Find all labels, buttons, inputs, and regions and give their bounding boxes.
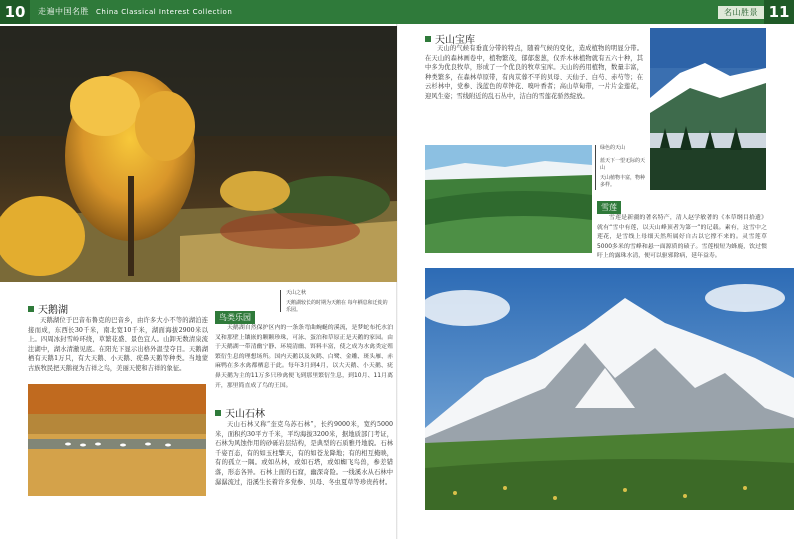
niaolei-leyuan-tag: 鸟类乐园: [215, 311, 255, 324]
tianshan-shilin-body: 天山石林又称“奎克乌苏石林”，长约9000米，宽约5000米，面积约30平方千米，平均海拔3200米，据地质部门考证，石林为风蚀作用的砂砾岩层结构，是典型的石质雅丹地貌。石林千姿百态，有的如玉柱擎天，有的如苍龙降地；有的相互掩映，有的孤立一隅。或如丛林，或如石塔，或如蜘飞鸟兽，参差错落，形态各异。石林上面的石窟，幽深奇险。一线溪水从石林中潺潺流过，沿溪生长着许多党参、贝母、冬虫夏草等珍贵药材。: [215, 421, 393, 486]
tianshan-baoku-title-text: 天山宝库: [435, 35, 475, 46]
swan-lake-photo: [28, 384, 206, 496]
right-page-number: 11: [764, 0, 794, 24]
green-grassland-photo: [425, 145, 592, 253]
tiane-hu-title-text: 天鹅湖: [38, 305, 68, 316]
tiane-hu-photo-caption: 天山之秋: [286, 290, 307, 296]
left-page-number: 10: [0, 0, 30, 24]
caption-pointer-line: [280, 290, 281, 312]
snow-mountain-forest-photo: [650, 28, 766, 190]
xuelian-tag: 雪莲: [597, 201, 621, 214]
tiane-hu-title: [28, 301, 68, 316]
autumn-forest-photo: [0, 26, 397, 282]
tianshan-baoku-body: 天山的气候有垂直分带的特点，随着气候的变化，造成植物的明显分带。在天山的森林画卷中，植物繁茂，郁郁葱葱，仅乔木林植物就有五六十种，其中多为优良牧草，形成了一个优良的牧草宝库。天山的药用植物，数量丰富，种类繁多，在森林草原带，有肉苁蓉不平的贝母、天仙子、白芍、赤芍等；在云杉林中，党参、浅蓝色的草钟花、嗅叶香者；高山草甸带，一片片金莲花，迎风生姿；雪线附近的乱石丛中，洁白的雪莲花骄然绽放。: [425, 45, 643, 100]
autumn-forest-illustration: [0, 26, 397, 282]
tiane-hu-note-caption: 天鹅湖较长的时期为天鹅在 每年栖息和迁徙的乐园。: [286, 300, 388, 313]
snow-peak-meadow-illustration: [425, 268, 794, 510]
caption-pointer-line: [595, 145, 596, 190]
section-marker-icon: [28, 306, 34, 312]
tiane-hu-body: 天鹅湖位于巴音布鲁克的巴音乡，由许多大小不等的湖泊连接而成，东西长30千米，南北宽10千米，湖面海拔2900米以上。四周冰封雪岭环绕，草繁花盛、景色宜人。山卸无数清泉流注湖中，湖水清澈见底。在阳光下显示出格外温莹夺目。天鹅湖栖有天鹅1万只，有大天鹅、小天鹅、疣鼻天鹅等种类。当地蒙古族牧民把天鹅视为吉祥之鸟，美丽天使和吉祥的象征。: [28, 317, 208, 372]
xuelian-body: 雪莲是新疆的著名特产，清人赵学敏著的《本草纲目拾遗》就有“雪中有莲，以天山峰顶者为第一”的记载。素有，这雪中之莲花，是雪线上母细天然所属好自古以它撑不来的。灵雪莲草5000多米的雪峰和悬一面源质的碛子。雪莲根短为蜂鹿，饮过惯吁上的露珠水清，便可以驱邪除病，延年益寿。: [597, 215, 767, 260]
tianshan-shilin-title-text: 天山石林: [225, 409, 265, 420]
swan-lake-illustration: [28, 384, 206, 496]
tianshan-note-1: 绿色的天山: [600, 145, 626, 151]
left-header-title: [38, 6, 232, 17]
tianshan-shilin-title: [215, 405, 265, 420]
tianshan-note-2: 蓝天下一望无际的天山: [600, 158, 646, 171]
green-grassland-illustration: [425, 145, 592, 253]
left-header-title-cn: 走遍中国名胜: [38, 7, 89, 16]
snow-mountain-forest-illustration: [650, 28, 766, 190]
tianshan-note-3: 天山植物丰富，物种多样。: [600, 175, 646, 188]
snow-peak-meadow-photo: [425, 268, 794, 510]
section-marker-icon: [425, 36, 431, 42]
niaolei-leyuan-body: 天鹅湖自然保护区内的一条条弯曲蜿蜒的溪流，是梦蛇布托水泊叉和那壁上镶嵌的颗颗珍珠，可泳、蛋泊和草原正是天鹅的家园。由于天鹅湖一带清幽宁静、环境清幽、饵料丰富，使之成为水禽类定殖繁衍生息的理想场所。国内天鹅以及灰鹤、白鹭、金雕、斑头雁、赤麻鸭在多水禽都栖息于此。每年3月到4月，以大天鹅、小天鹅、疣鼻天鹅为主的11万多只珍禽便飞到那里繁衍生息，到10月、11月离开，那里简直成了鸟的王国。: [215, 325, 393, 389]
right-header-title: 名山胜景: [718, 6, 764, 19]
section-marker-icon: [215, 410, 221, 416]
left-header-subtitle: China Classical Interest Collection: [96, 8, 233, 16]
